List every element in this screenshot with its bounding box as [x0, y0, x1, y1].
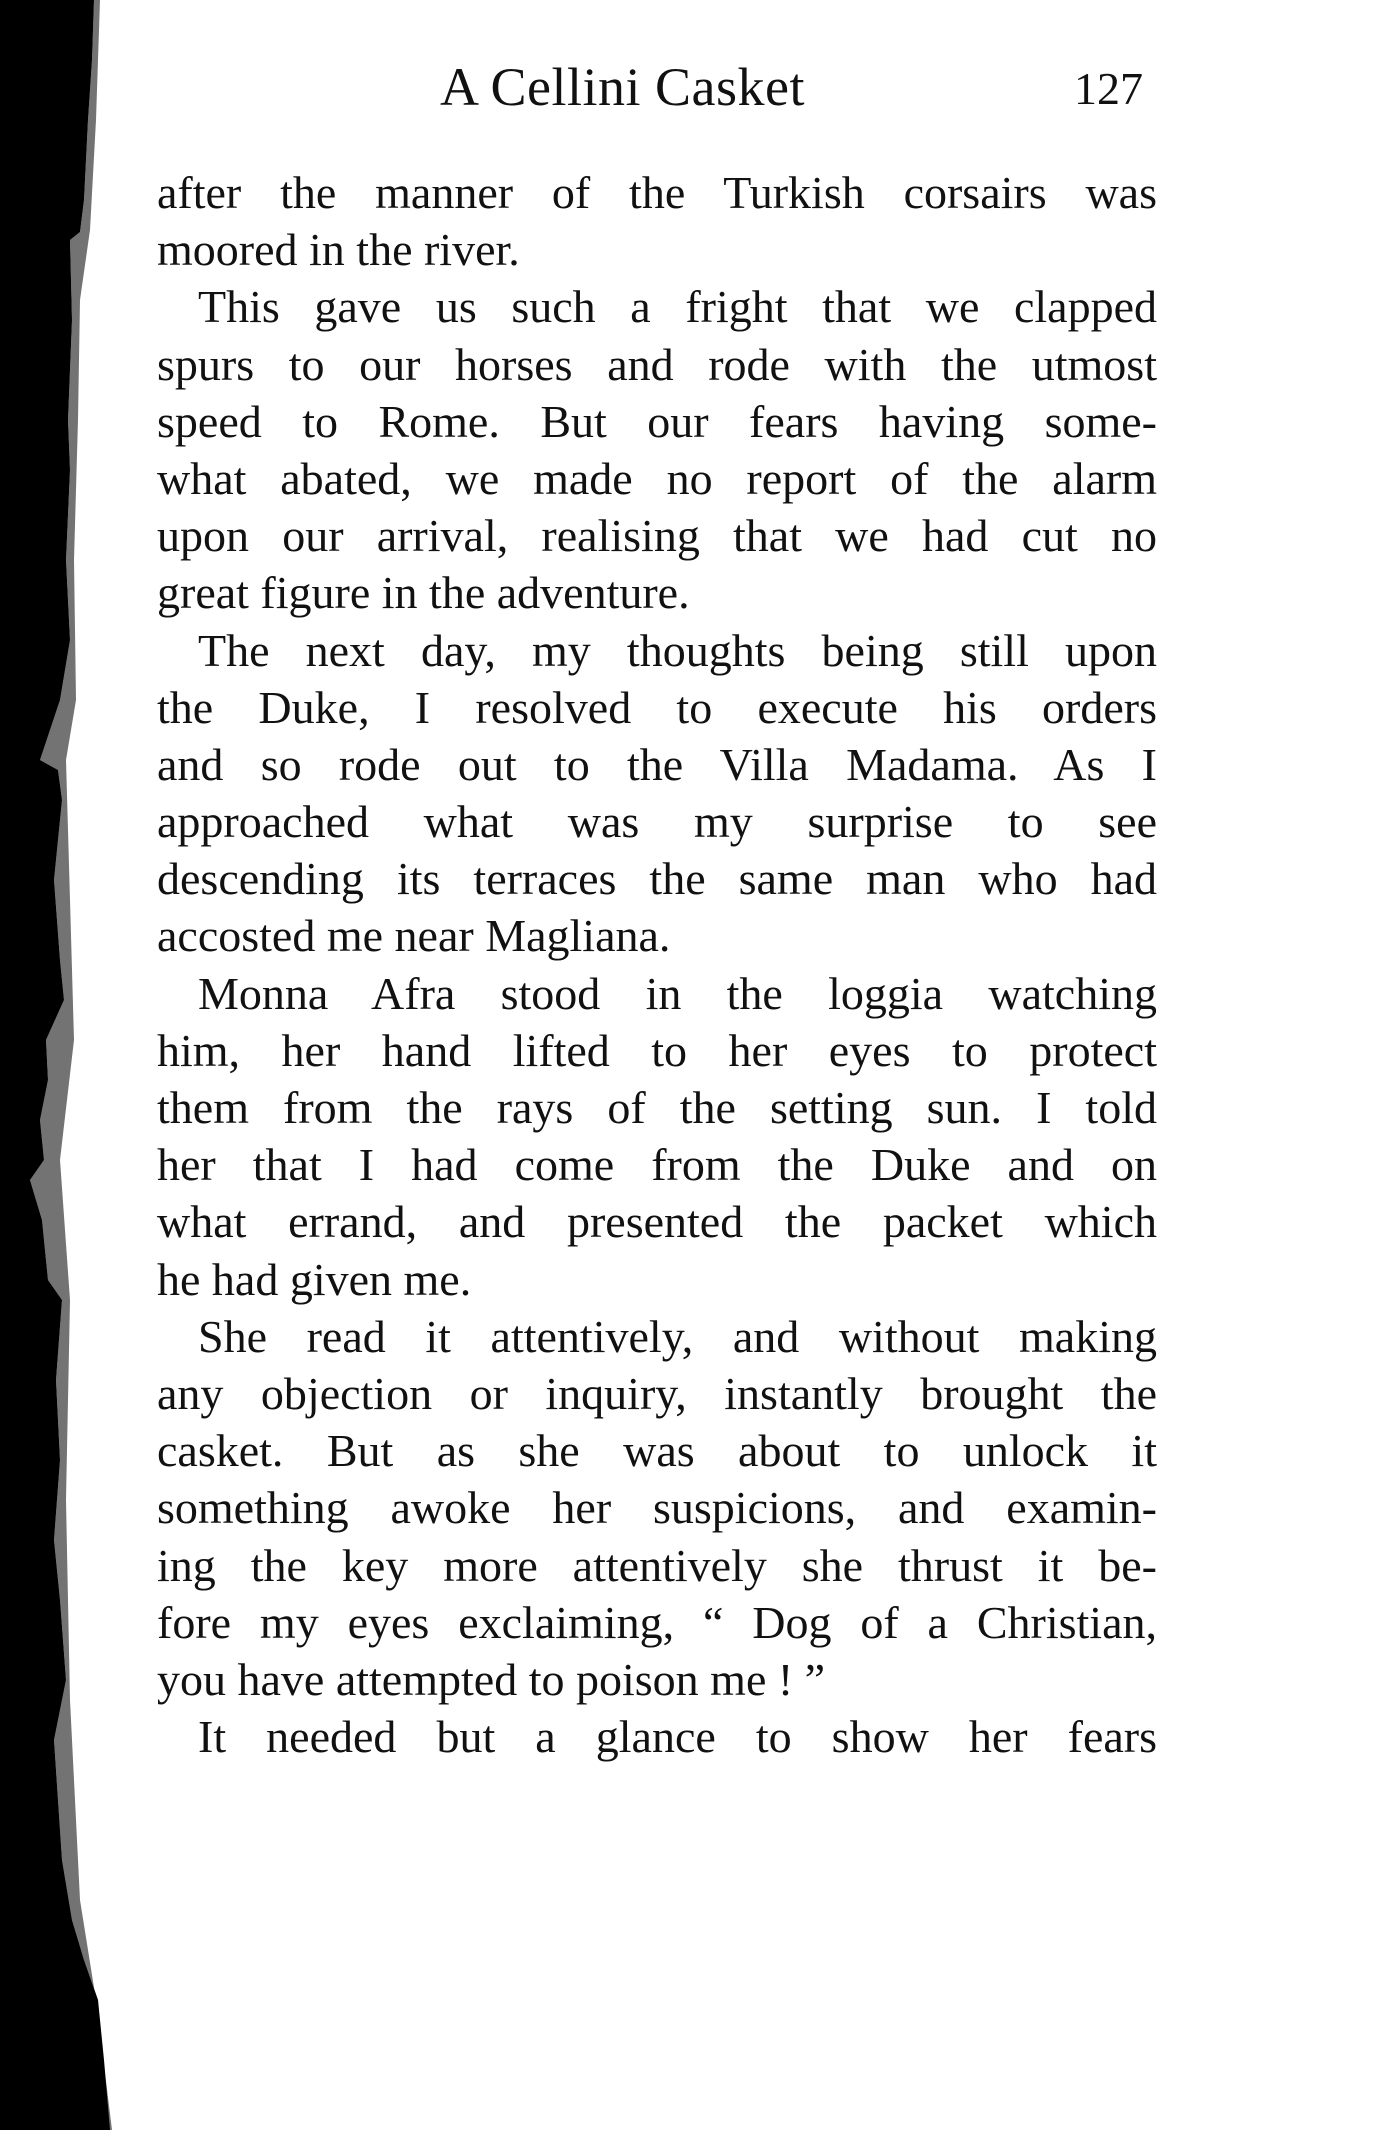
- text-line: moored in the river.: [157, 224, 520, 276]
- body-text: [157, 164, 1157, 1765]
- text-line: the Duke, I resolved to execute his orders: [157, 681, 1157, 733]
- text-line: after the manner of the Turkish corsairs was: [157, 167, 1157, 218]
- text-line: any objection or inquiry, instantly brought the: [157, 1367, 1157, 1419]
- text-line: you have attempted to poison me ! ”: [157, 1653, 826, 1705]
- page-number: 127: [1074, 63, 1143, 114]
- scan-gutter-shadow: [0, 0, 140, 2130]
- text-line: upon our arrival, realising that we had cut no: [157, 510, 1157, 562]
- text-line: spurs to our horses and rode with the utmost: [157, 338, 1157, 390]
- text-line: he had given me.: [157, 1253, 472, 1305]
- text-line: fore my eyes exclaiming, “ Dog of a Christian,: [157, 1596, 1157, 1648]
- text-line: approached what was my surprise to see: [157, 796, 1157, 848]
- text-line: accosted me near Magliana.: [157, 910, 671, 962]
- paragraph-first-line: The next day, my thoughts being still upon: [198, 624, 1157, 676]
- text-line: descending its terraces the same man who had: [157, 853, 1157, 905]
- text-line: casket. But as she was about to unlock it: [157, 1425, 1157, 1477]
- text-line: speed to Rome. But our fears having some-: [157, 395, 1157, 447]
- page-header: [150, 52, 1150, 122]
- text-line: her that I had come from the Duke and on: [157, 1139, 1157, 1191]
- paragraph-first-line: Monna Afra stood in the loggia watching: [198, 967, 1157, 1019]
- running-title: A Cellini Casket: [440, 57, 805, 117]
- text-line: him, her hand lifted to her eyes to protect: [157, 1024, 1157, 1076]
- text-line: something awoke her suspicions, and examin-: [157, 1482, 1157, 1534]
- text-line: what abated, we made no report of the alarm: [157, 452, 1157, 504]
- text-line: ing the key more attentively she thrust it be-: [157, 1539, 1157, 1591]
- paragraph-first-line: This gave us such a fright that we clapped: [198, 281, 1157, 333]
- paragraph-first-line: It needed but a glance to show her fears: [198, 1711, 1157, 1763]
- text-line: great figure in the adventure.: [157, 567, 690, 619]
- paragraph-first-line: She read it attentively, and without making: [198, 1310, 1157, 1362]
- text-line: them from the rays of the setting sun. I told: [157, 1082, 1157, 1133]
- text-line: and so rode out to the Villa Madama. As I: [157, 738, 1157, 790]
- text-line: what errand, and presented the packet which: [157, 1196, 1157, 1248]
